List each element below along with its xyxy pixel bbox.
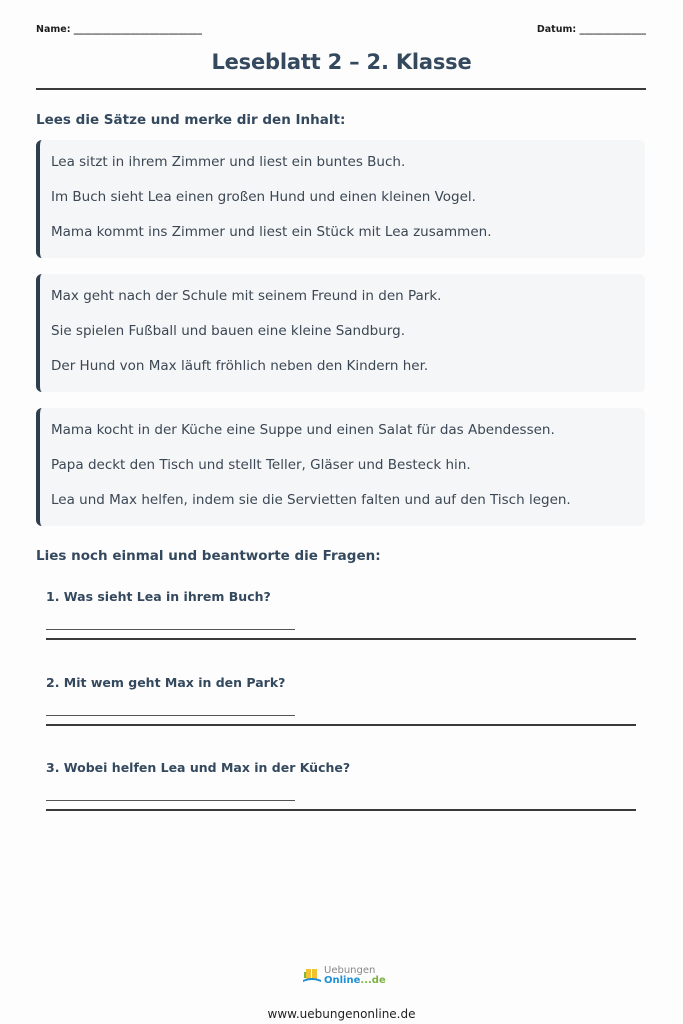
answer-line-short[interactable] — [46, 800, 295, 801]
passage-3 — [36, 408, 645, 526]
sentence: Max geht nach der Schule mit seinem Freund in den Park. — [51, 288, 442, 304]
answer-line[interactable] — [46, 809, 636, 811]
sentence: Sie spielen Fußball und bauen eine kleine Sandburg. — [51, 323, 405, 339]
sentence: Mama kocht in der Küche eine Suppe und einen Salat für das Abendessen. — [51, 422, 555, 438]
passage-1 — [36, 140, 645, 258]
passage-2 — [36, 274, 645, 392]
book-icon — [302, 967, 322, 985]
site-logo[interactable] — [302, 966, 386, 986]
answer-line[interactable] — [46, 638, 636, 640]
sentence: Lea und Max helfen, indem sie die Servietten falten und auf den Tisch legen. — [51, 492, 571, 508]
answer-line-short[interactable] — [46, 715, 295, 716]
reading-heading: Lees die Sätze und merke dir den Inhalt: — [36, 112, 346, 128]
logo-text-top: Uebungen — [324, 965, 376, 976]
question-3: 3. Wobei helfen Lea und Max in der Küche? — [46, 760, 351, 775]
header-fields — [36, 24, 646, 35]
footer-url[interactable]: www.uebungenonline.de — [267, 1007, 416, 1021]
sentence: Papa deckt den Tisch und stellt Teller, Gläser und Besteck hin. — [51, 457, 471, 473]
sentence: Lea sitzt in ihrem Zimmer und liest ein buntes Buch. — [51, 154, 406, 170]
answer-line[interactable] — [46, 724, 636, 726]
page-title: Leseblatt 2 – 2. Klasse — [211, 50, 472, 74]
sentence: Der Hund von Max läuft fröhlich neben den Kindern her. — [51, 358, 429, 374]
title-divider — [36, 88, 646, 90]
question-2: 2. Mit wem geht Max in den Park? — [46, 675, 286, 690]
answer-line-short[interactable] — [46, 629, 295, 630]
question-1: 1. Was sieht Lea in ihrem Buch? — [46, 589, 271, 604]
sentence: Im Buch sieht Lea einen großen Hund und einen kleinen Vogel. — [51, 189, 476, 205]
questions-heading: Lies noch einmal und beantworte die Fragen: — [36, 548, 381, 564]
sentence: Mama kommt ins Zimmer und liest ein Stück mit Lea zusammen. — [51, 224, 492, 240]
logo-text-bottom: Online...de — [324, 975, 386, 986]
name-field-label[interactable]: Name: ___________________________ — [36, 24, 203, 35]
date-field-label[interactable]: Datum: ______________ — [536, 24, 646, 35]
